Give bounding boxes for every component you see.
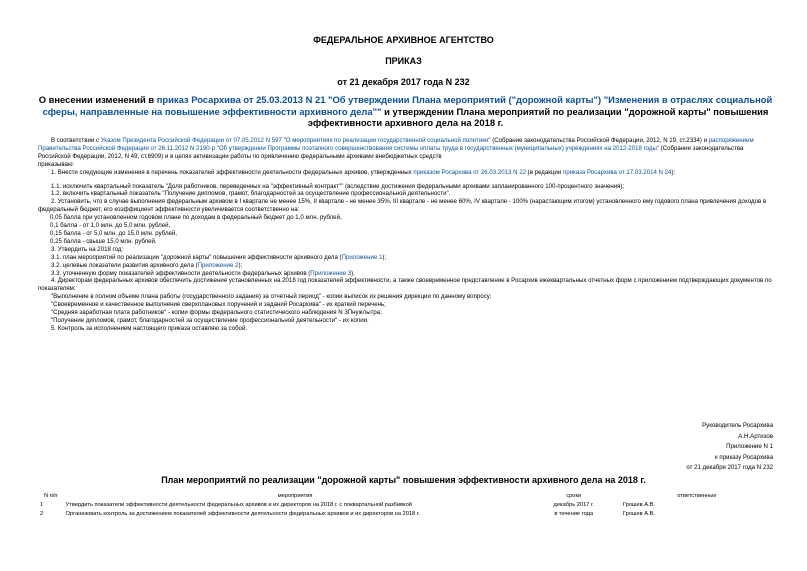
title-text-end: и утверждении Плана мероприятий по реализации "дорожной карты" повышения эффективности архивного дела на 2018 г. (307, 105, 769, 128)
row-number: 1 (40, 502, 44, 508)
column-header-responsible: ответственные (677, 493, 717, 499)
item-3-2-text: 3.2. целевые показатели развития архивного дела ( (51, 261, 198, 269)
item-2: 2. Установить, что в случае выполнения федеральным архивом в I квартале не менее 15%, II квартале - не менее 35%, III квартале - не менее 60%, IV квартале - 100% (нарастающим итогом) установленного ему годового плана привлечения доходов в федеральный бюджет, его коэффициент эффективности увеличивается соответственно на: (38, 198, 767, 214)
item-1-text: ): (671, 168, 676, 176)
plan-title: План мероприятий по реализации "дорожной карты" повышения эффективности архивного дела на 2018 г. (161, 475, 646, 485)
item-3-2 (38, 262, 773, 270)
signer-position: Руководитель Росархива (702, 422, 773, 429)
table-row (38, 510, 773, 519)
column-header-deadline: сроки (566, 493, 582, 499)
coefficient-line: 0,05 балла при установленном годовом плане по доходам в федеральный бюджет до 1,0 млн. рублей, (50, 214, 342, 222)
indicator-line: "Своевременное и качественное выполнение сверхплановых поручений и заданий Росархива" - их краткий перечень; (51, 301, 386, 309)
preamble-text: " (281, 137, 286, 144)
item-1-1: 1.1. исключить квартальный показатель "Доля работников, переведенных на "эффективный контракт"" (вследствие достижения федеральными архивами запланированного 100-процентного значения); (51, 182, 625, 190)
row-responsible: Грошев А.В. (622, 502, 655, 508)
social-policy-link[interactable]: О мероприятиях по реализации государственной социальной политики (285, 137, 489, 144)
row-event: Организовать контроль за достижением показателей эффективности деятельности федеральных архивов и их директоров на 2018 г. (65, 511, 420, 517)
agency-name: ФЕДЕРАЛЬНОЕ АРХИВНОЕ АГЕНТСТВО (313, 35, 494, 45)
item-3-3-text: ). (351, 269, 355, 277)
table-header-row (38, 492, 773, 501)
title-text: О внесении изменений в (38, 94, 157, 105)
item-3-1 (38, 254, 773, 262)
indicator-line: "Выполнение в полном объеме плана работы (государственного задания) за отчетный период" - копии выписок из решения дирекции по данному вопросу; (51, 293, 492, 301)
plan-table (38, 492, 773, 519)
row-deadline: в течение года (554, 511, 594, 517)
document-body (38, 137, 773, 333)
item-3-2-text: ); (238, 261, 243, 269)
government-order-link[interactable]: распоряжением Правительства Российской Федерации от 26.11.2012 N 2190-р "Об утверждении Программы поэтапного совершенствования системы оплаты труда в государственных (муниципальных) учреждениях на 2012-2018 годы" (38, 137, 754, 152)
document-date-number: от 21 декабря 2017 года N 232 (337, 77, 470, 87)
item-1-text: 1. Внести следующие изменения в перечень показателей эффективности деятельности федеральных архивов, утвержденных (51, 168, 414, 176)
row-number: 2 (40, 511, 44, 517)
order-22-link[interactable]: приказом Росархива от 26.03.2013 N 22 (413, 168, 526, 176)
decree-link[interactable]: Указом Президента Российской Федерации от 07.05.2012 N 597 (100, 137, 282, 144)
item-3-1-text: 3.1. план мероприятий по реализации "дорожной карты" повышения эффективности архивного дела ( (51, 253, 342, 261)
preamble-text: В соответствии с (51, 137, 101, 144)
item-5: 5. Контроль за исполнением настоящего приказа оставляю за собой. (51, 324, 248, 332)
item-3-3-text: 3.3. уточненную форму показателей эффективности деятельности федеральных архивов ( (51, 269, 311, 277)
item-3-1-text: ); (382, 253, 387, 261)
coefficient-line: 0,25 балла - свыше 15,0 млн. рублей. (50, 237, 157, 245)
preamble-text: (Собрание законодательства Российской Федерации, 2012, N 49, ст.6909) и в целях активизации работы по привлечению федеральными архивами внебюджетных средств (38, 144, 744, 160)
column-header-number: N п/п (44, 493, 58, 499)
appendix-1-link[interactable]: Приложение 1 (341, 253, 383, 261)
appendix-date: от 21 декабря 2017 года N 232 (686, 464, 773, 471)
item-3: 3. Утвердить на 2018 год: (51, 245, 124, 253)
item-1-text: (в редакции (525, 168, 563, 176)
order-word: приказываю: (38, 160, 75, 168)
coefficient-line: 0,15 балла - от 5,0 млн. до 15,0 млн. рублей, (50, 229, 177, 237)
row-responsible: Грошев А.В. (622, 511, 655, 517)
title-order-link[interactable]: приказ Росархива от 25.03.2013 N 21 "Об утверждении Плана мероприятий ("дорожной карты") "Изменения в отраслях социальной сферы, направленные на повышение эффективности архивного дела"" (42, 94, 773, 117)
appendix-3-link[interactable]: Приложение 3 (310, 269, 352, 277)
table-row (38, 501, 773, 510)
preamble-text: " (Собрание законодательства Российской Федерации, 2012, N 19, ст.2334) и (488, 137, 709, 144)
row-event: Утвердить показатели эффективности деятельности федеральных архивов и их директоров на 2018 г. с поквартальной разбивкой (65, 502, 412, 508)
appendix-2-link[interactable]: Приложение 2 (197, 261, 239, 269)
item-1-2: 1.2. включить квартальный показатель "Получение дипломов, грамот, благодарностей за осуществление профессиональной деятельности". (51, 190, 451, 198)
document-title (34, 94, 777, 129)
appendix-label: Приложение N 1 (726, 443, 773, 450)
item-1 (38, 169, 773, 177)
coefficient-line: 0,1 балла - от 1,0 млн. до 5,0 млн. рублей, (50, 222, 171, 230)
signature-block (686, 421, 773, 474)
order-24-link[interactable]: приказа Росархива от 17.03.2014 N 24 (562, 168, 672, 176)
preamble (38, 137, 773, 161)
indicator-line: "Средняя заработная плата работников" - копии формы федерального статистического наблюдения N 3Пнужлытра; (51, 309, 382, 317)
column-header-events: мероприятия (277, 493, 313, 499)
row-deadline: декабрь 2017 г. (553, 502, 594, 508)
document-type: ПРИКАЗ (385, 56, 422, 66)
item-4: 4. Директорам федеральных архивов обеспечить достижение установленных на 2018 год показателей эффективности, а также своевременное представление в Росархив ежеквартальных отчетных форм с приложением подтверждающих документов по показателям: (38, 277, 772, 293)
appendix-to-order: к приказу Росархива (715, 453, 773, 461)
signer-name: А.Н.Артизов (738, 432, 773, 440)
indicator-line: "Получение дипломов, грамот, благодарностей за осуществление профессиональной деятельности" - их копии. (51, 316, 369, 324)
item-3-3 (38, 270, 773, 278)
